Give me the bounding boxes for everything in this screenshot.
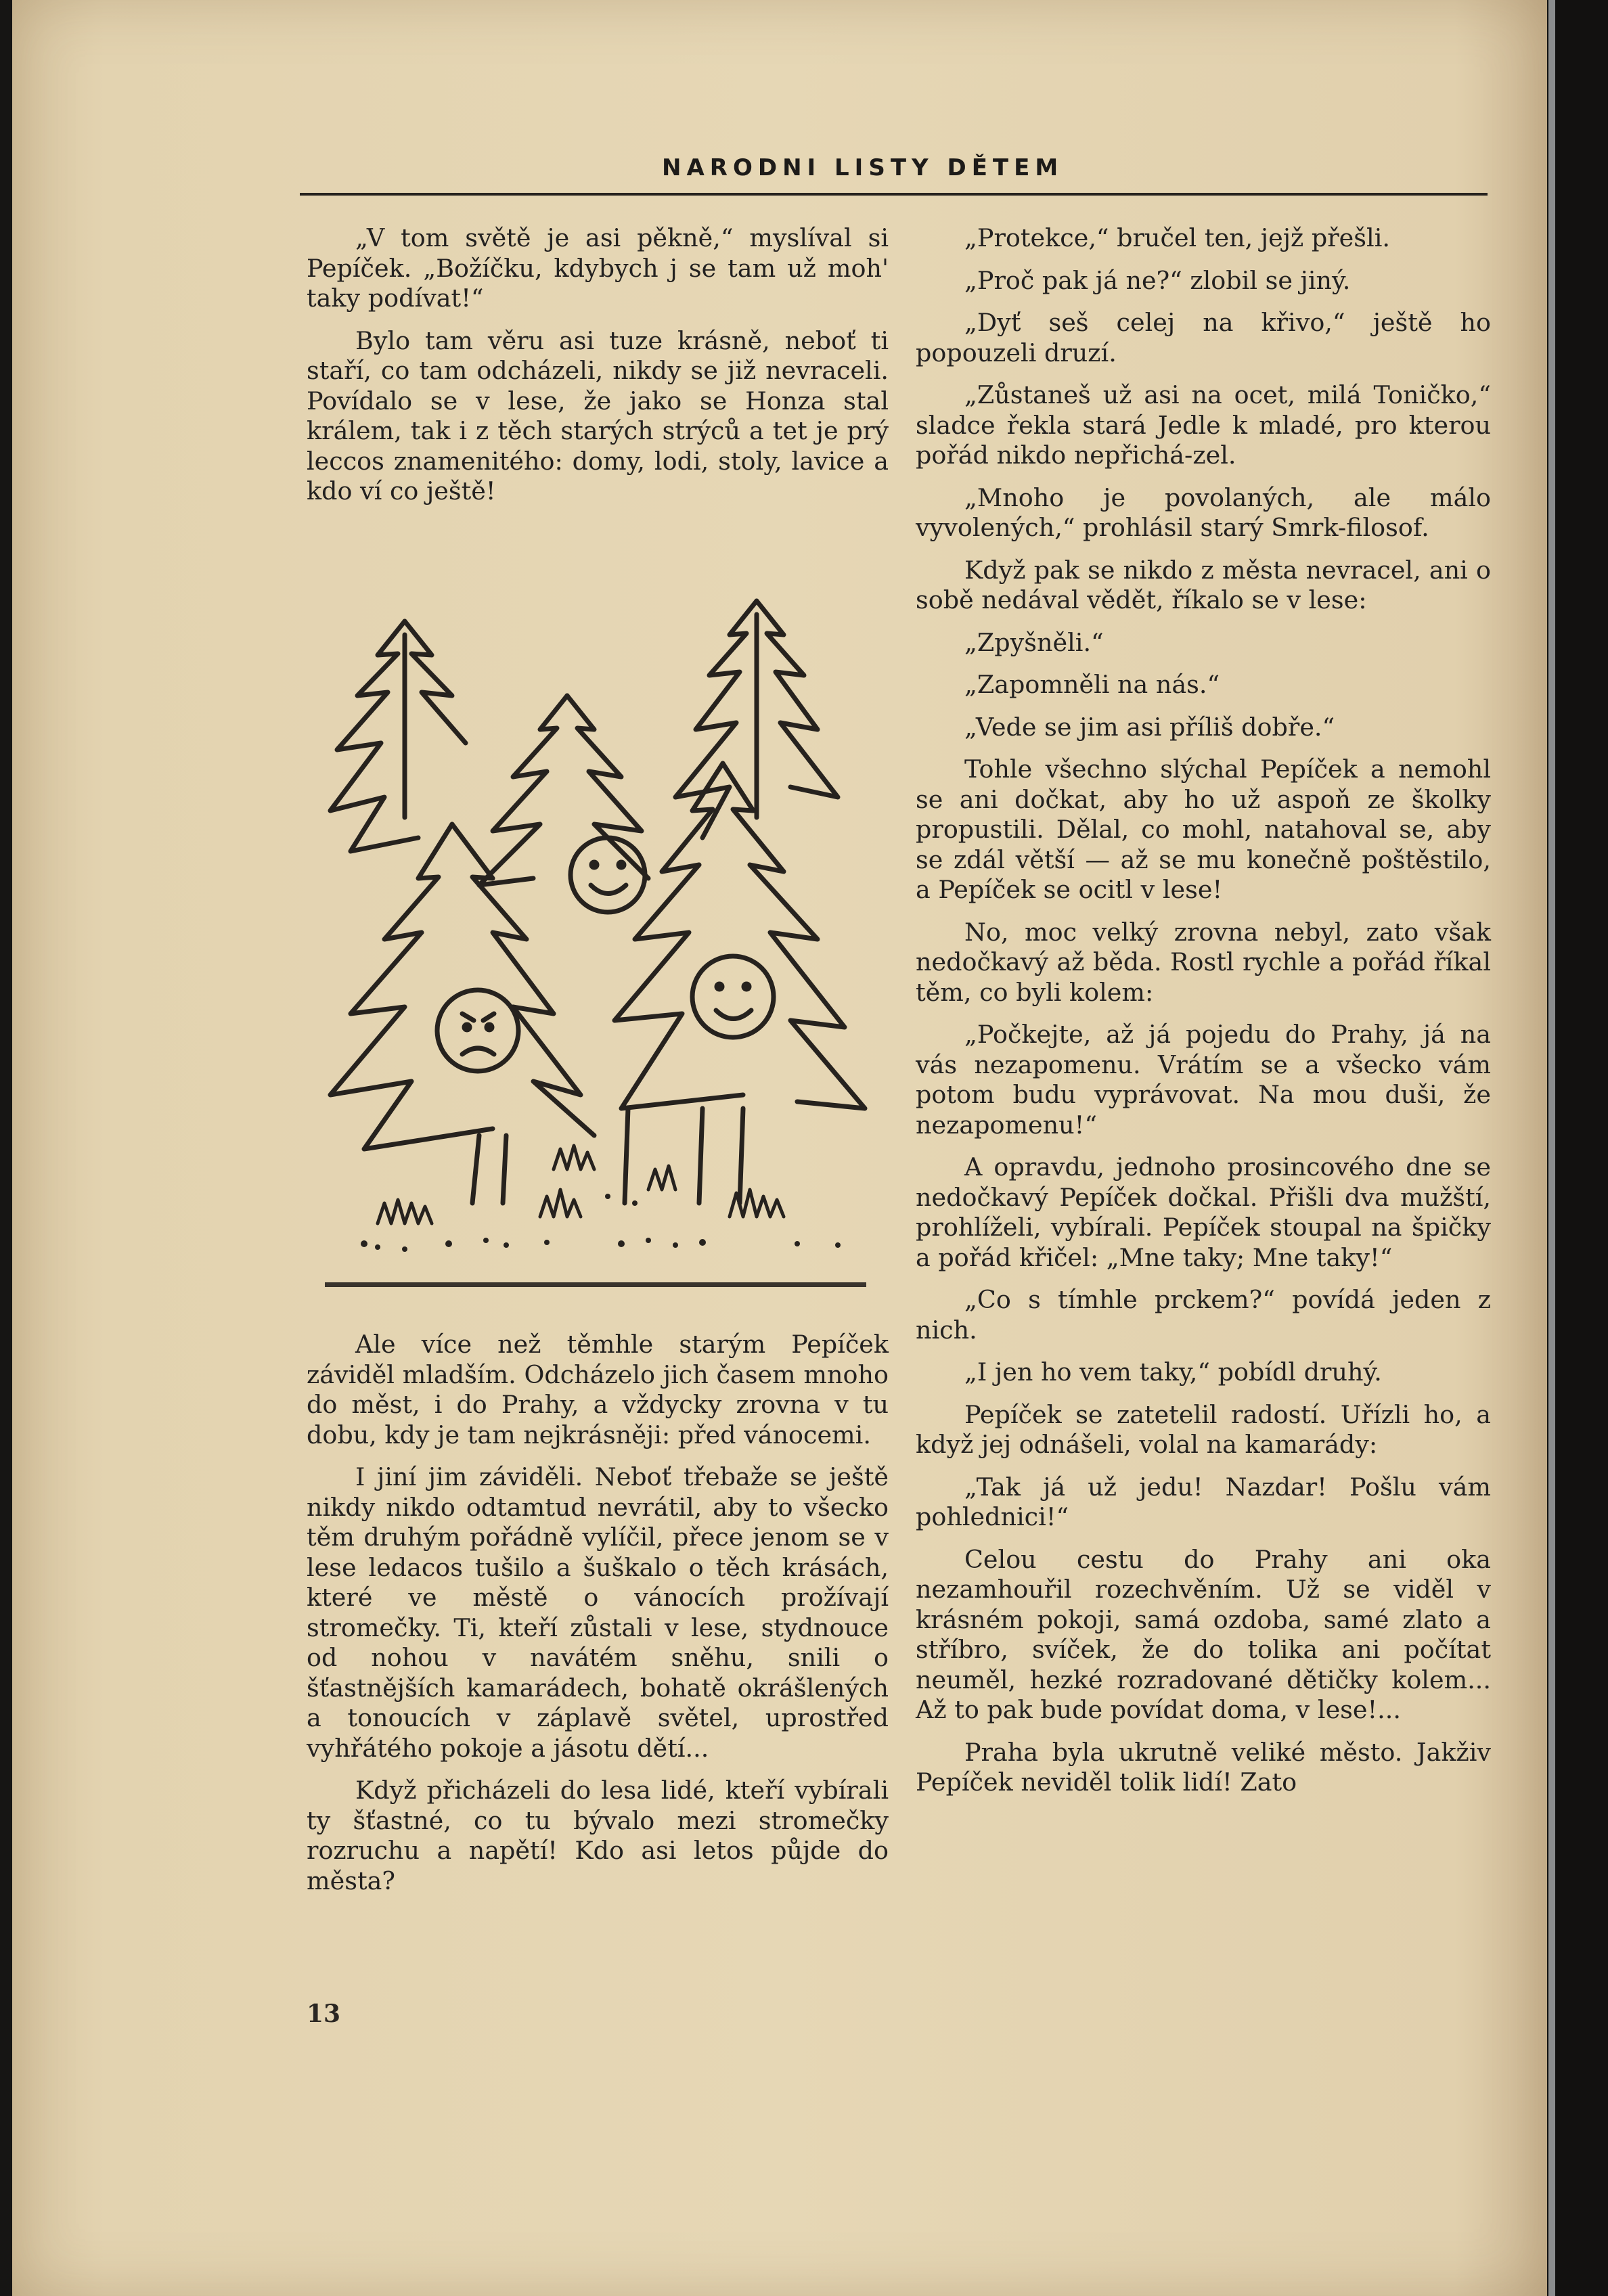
smiling-face-top <box>571 838 645 912</box>
paragraph: No, moc velký zrovna nebyl, zato však nedočkavý až běda. Rostl rychle a pořád říkal těm, co byli kolem: <box>916 917 1491 1007</box>
paragraph: Ale více než těmhle starým Pepíček záviděl mladším. Odcházelo jich časem mnoho do měst, i do Prahy, a vždycky zrovna v tu dobu, kdy je tam nejkrásněji: před vánocemi. <box>307 1330 889 1449</box>
magazine-page <box>12 0 1547 2296</box>
paragraph: „Zůstaneš už asi na ocet, milá Toničko,“ sladce řekla stará Jedle k mladé, pro kterou pořád nikdo nepřichá-zel. <box>916 380 1491 470</box>
paragraph: „Počkejte, až já pojedu do Prahy, já na vás nezapomenu. Vrátím se a všecko vám potom budu vyprávovat. Na mou duši, že nezapomenu!“ <box>916 1020 1491 1140</box>
paragraph: „I jen ho vem taky,“ pobídl druhý. <box>964 1357 1382 1387</box>
tree-back-left <box>330 621 466 851</box>
paragraph: „Tak já už jedu! Nazdar! Pošlu vám pohlednici!“ <box>916 1472 1491 1531</box>
left-column-top <box>307 223 889 519</box>
scan-edge-strip <box>1548 0 1555 2296</box>
paragraph: „Zapomněli na nás.“ <box>964 670 1220 699</box>
paragraph: I jiní jim záviděli. Neboť třebaže se ještě nikdy nikdo odtamtud nevrátil, aby to všecko těm druhým pořádně vylíčil, přece jenom se v lese ledacos tušilo a šuškalo o těch krásách, které ve městě o vánocích prožívají stromečky. Ti, kteří zůstali v lese, stydnouce od nohou v navátém sněhu, snili o šťastnějších kamarádech, bohatě okrášlených a tonoucích v záplavě světel, uprostřed vyhřátého pokoje a jásotu dětí... <box>307 1462 889 1763</box>
paragraph: „Co s tímhle prckem?“ povídá jeden z nich. <box>916 1285 1491 1345</box>
paragraph: „Proč pak já ne?“ zlobil se jiný. <box>964 265 1351 295</box>
header-rule <box>300 193 1488 196</box>
scan-background <box>1547 0 1608 2296</box>
paragraph: „Zpyšněli.“ <box>964 627 1104 657</box>
smiling-face-right <box>692 956 774 1037</box>
paragraph: „Protekce,“ bručel ten, jejž přešli. <box>964 223 1390 252</box>
paragraph: „Dyť seš celej na křivo,“ ještě ho popouzeli druzí. <box>916 308 1491 367</box>
tree-front-right <box>615 763 865 1203</box>
illustration-rule <box>325 1282 866 1287</box>
right-column <box>916 223 1491 1810</box>
page-number: 13 <box>307 2000 341 2028</box>
paragraph: Pepíček se zatetelil radostí. Uřízli ho, a když jej odnášeli, volal na kamarády: <box>916 1399 1491 1459</box>
paragraph: Tohle všechno slýchal Pepíček a nemohl se ani dočkat, aby ho už aspoň ze školky propustili. Dělal, co mohl, natahoval se, aby se zdál větší — až se mu konečně poštěstilo, a Pepíček se ocitl v lese! <box>916 755 1491 904</box>
grass-tufts <box>378 1146 784 1223</box>
paragraph: Když přicházeli do lesa lidé, kteří vybírali ty šťastné, co tu bývalo mezi stromečky rozruchu a napětí! Kdo asi letos půjde do města? <box>307 1776 889 1895</box>
paragraph: „Vede se jim asi příliš dobře.“ <box>964 712 1335 742</box>
paragraph: Bylo tam věru asi tuze krásně, neboť ti staří, co tam odcházeli, nikdy se již nevraceli. Povídalo se v lese, že jako se Honza stal králem, tak i z těch starých strýců a tet je prý leccos znamenitého: domy, lodi, stoly, lavice a kdo ví co ještě! <box>307 325 889 505</box>
paragraph: „V tom světě je asi pěkně,“ myslíval si Pepíček. „Božíčku, kdybych j se tam už moh' taky podívat!“ <box>307 223 889 313</box>
sad-face-left <box>437 990 518 1071</box>
paragraph: Když pak se nikdo z města nevracel, ani o sobě nedával vědět, říkalo se v lese: <box>916 555 1491 614</box>
christmas-trees-illustration <box>323 594 878 1279</box>
paragraph: „Mnoho je povolaných, ale málo vyvolených,“ prohlásil starý Smrk-filosof. <box>916 482 1491 542</box>
paragraph: Celou cestu do Prahy ani oka nezamhouřil rozechvěním. Už se viděl v krásném pokoji, samá ozdoba, samé zlato a stříbro, svíček, že do tolika ani počítat neuměl, hezké rozradované dětičky kolem... Až to pak bude povídat doma, v lese!... <box>916 1544 1491 1724</box>
paragraph: A opravdu, jednoho prosincového dne se nedočkavý Pepíček dočkal. Přišli dva mužští, prohlíželi, vybírali. Pepíček stoupal na špičky a pořád křičel: „Mne taky; Mne taky!“ <box>916 1152 1491 1272</box>
paragraph: Praha byla ukrutně veliké město. Jakživ Pepíček neviděl tolik lidí! Zato <box>916 1737 1491 1797</box>
running-header: NARODNI LISTY DĚTEM <box>662 154 1064 181</box>
tree-middle-back <box>479 696 648 885</box>
left-column-bottom <box>307 1330 889 1908</box>
